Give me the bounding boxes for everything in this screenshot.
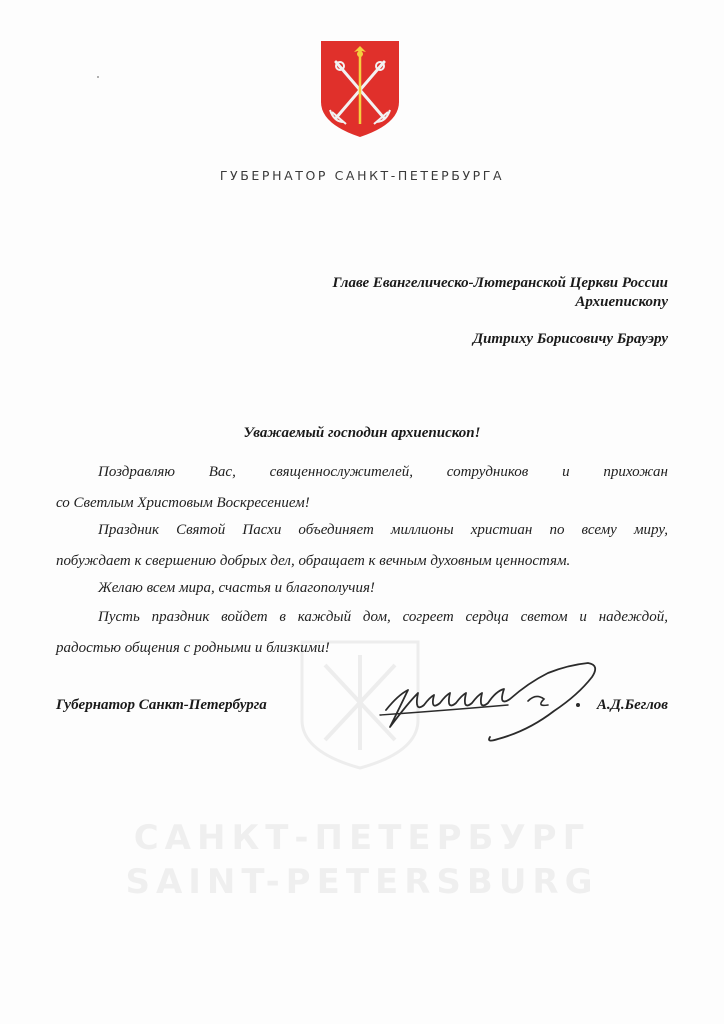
letterhead-title: ГУБЕРНАТОР САНКТ-ПЕТЕРБУРГА — [219, 168, 505, 183]
paragraph-3: Желаю всем мира, счастья и благополучия! — [98, 580, 375, 596]
paragraph-1-line-1: Поздравляю Вас, священнослужителей, сотрудников и прихожан — [98, 464, 668, 480]
handwritten-signature — [378, 655, 608, 745]
st-petersburg-coat-of-arms-icon — [320, 40, 400, 138]
watermark-text-en: SAINT-PETERSBURG — [125, 862, 599, 902]
paragraph-1-line-2: со Светлым Христовым Воскресением! — [56, 495, 310, 511]
signatory-title: Губернатор Санкт-Петербурга — [56, 697, 267, 713]
addressee-line-1: Главе Евангелическо-Лютеранской Церкви России — [332, 275, 668, 291]
addressee-line-2: Архиепископу — [575, 294, 668, 310]
paragraph-2-line-1: Праздник Святой Пасхи объединяет миллионы христиан по всему миру, — [98, 522, 668, 538]
paragraph-4-line-2: радостью общения с родными и близкими! — [56, 640, 330, 656]
scan-speck — [97, 76, 99, 78]
watermark-text-ru: САНКТ-ПЕТЕРБУРГ — [133, 818, 591, 858]
paragraph-2-line-2: побуждает к свершению добрых дел, обращает к вечным духовным ценностям. — [56, 553, 571, 569]
salutation: Уважаемый господин архиепископ! — [243, 425, 481, 441]
signatory-name: А.Д.Беглов — [596, 697, 668, 713]
paragraph-4-line-1: Пусть праздник войдет в каждый дом, согреет сердца светом и надеждой, — [98, 609, 668, 625]
addressee-name: Дитриху Борисовичу Брауэру — [472, 331, 668, 347]
